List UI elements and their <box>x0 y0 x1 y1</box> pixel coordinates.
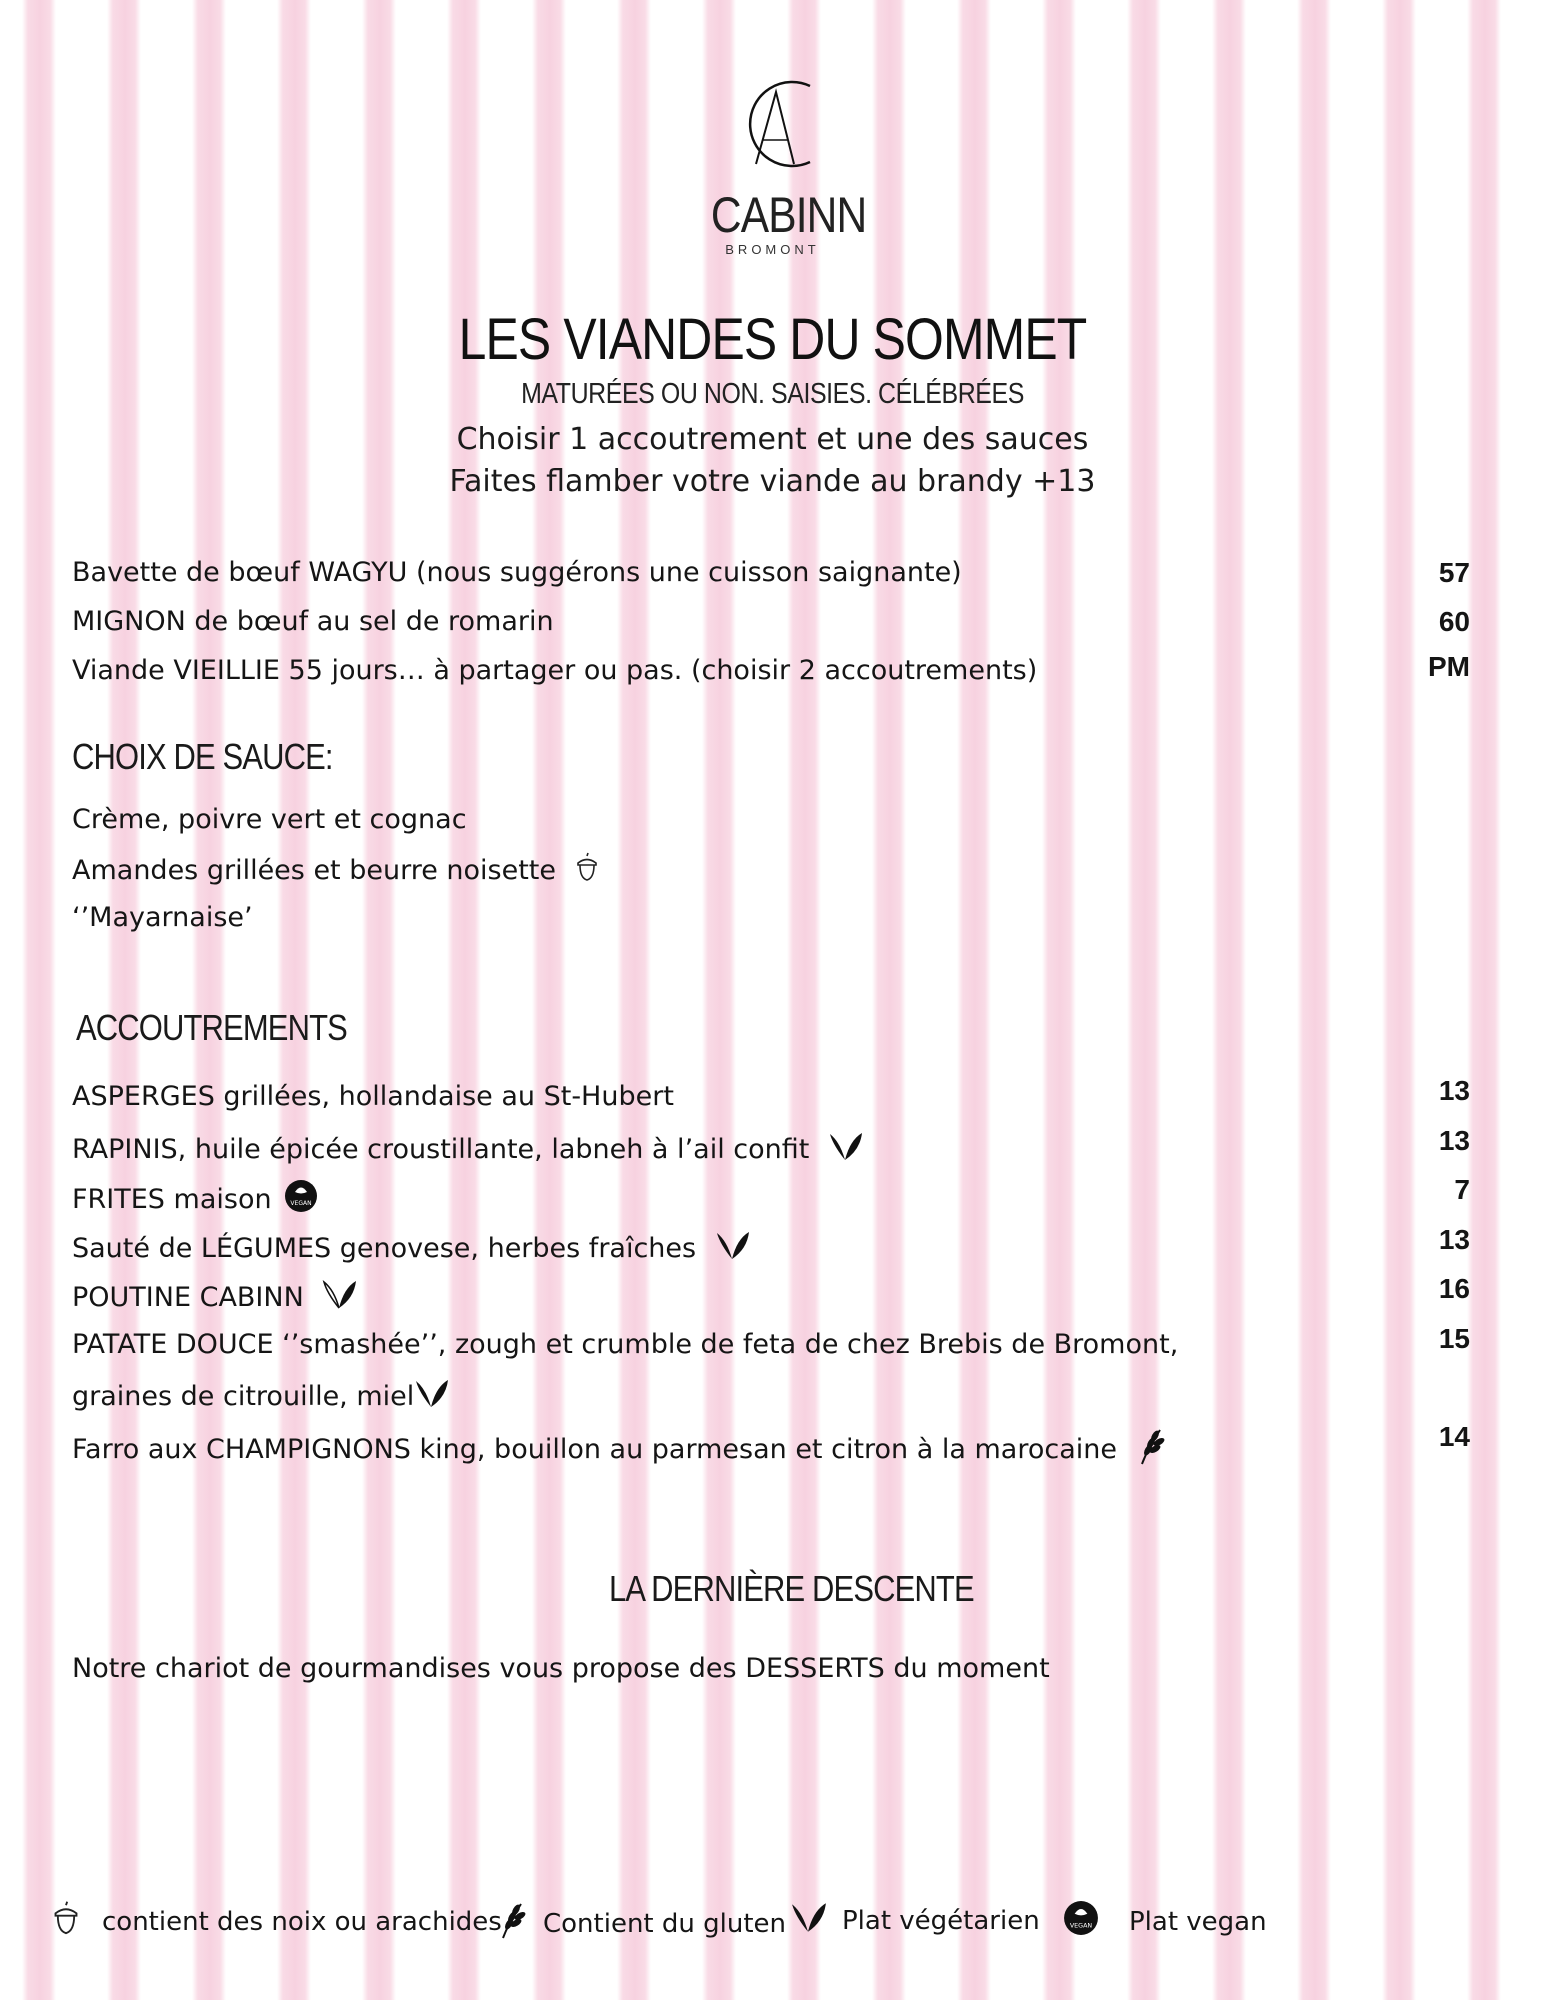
svg-text:VEGAN: VEGAN <box>1069 1922 1093 1930</box>
vegan-icon <box>1063 1900 1099 1943</box>
leaf-icon <box>828 1130 864 1171</box>
logo <box>700 64 867 294</box>
item-name: MIGNON de bœuf au sel de romarin <box>72 606 554 637</box>
item-name: Viande VIEILLIE 55 jours… à partager ou pas. (choisir 2 accoutrements) <box>72 655 1038 686</box>
side-item <box>72 1075 1470 1114</box>
side-item <box>72 1224 1470 1270</box>
menu-item <box>72 556 1470 590</box>
cabinn-monogram-icon <box>728 64 818 184</box>
item-price: 60 <box>1438 606 1470 637</box>
item-price: 13 <box>1438 1075 1470 1106</box>
legend-label: Plat vegan <box>1129 1906 1267 1937</box>
item-name-line2: graines de citrouille, miel <box>72 1381 415 1412</box>
sauce-name: Crème, poivre vert et cognac <box>72 804 467 835</box>
side-item <box>72 1273 1470 1319</box>
leaf-icon <box>715 1229 751 1270</box>
item-price: 57 <box>1438 557 1470 588</box>
legend <box>0 1900 1545 1950</box>
side-item <box>72 1323 1470 1362</box>
svg-text:VEGAN: VEGAN <box>290 1200 312 1207</box>
menu-item <box>72 651 1470 688</box>
side-item-continued <box>72 1377 1470 1418</box>
legend-item-vegan <box>1063 1900 1267 1943</box>
leaf-icon <box>414 1377 450 1418</box>
legend-item-gluten <box>497 1900 786 1947</box>
leaf-icon <box>322 1278 358 1319</box>
sauce-item <box>72 852 1470 891</box>
item-name: Sauté de LÉGUMES genovese, herbes fraîches <box>72 1233 697 1264</box>
side-item <box>72 1125 1470 1171</box>
page-subtitle: MATURÉES OU NON. SAISIES. CÉLÉBRÉES <box>521 378 1024 410</box>
wheat-icon <box>1136 1426 1166 1475</box>
sauce-name: Amandes grillées et beurre noisette <box>72 855 557 886</box>
acorn-icon <box>575 852 599 891</box>
sauce-item <box>72 901 1470 935</box>
instruction-line-1: Choisir 1 accoutrement et une des sauces <box>456 422 1089 457</box>
item-name: FRITES maison <box>72 1184 272 1215</box>
dessert-text <box>72 1652 1470 1686</box>
item-name: Bavette de bœuf WAGYU (nous suggérons une cuisson saignante) <box>72 557 962 588</box>
brand-name: CABINN <box>710 187 867 243</box>
side-item <box>72 1421 1470 1475</box>
section-title-dessert: LA DERNIÈRE DESCENTE <box>609 1568 974 1609</box>
side-item <box>72 1174 1470 1222</box>
section-title-sauces: CHOIX DE SAUCE: <box>72 736 333 777</box>
item-price: 16 <box>1438 1273 1470 1304</box>
item-name: ASPERGES grillées, hollandaise au St-Hubert <box>72 1081 674 1112</box>
legend-label: contient des noix ou arachides <box>102 1906 502 1937</box>
dessert-description: Notre chariot de gourmandises vous propose des DESSERTS du moment <box>72 1653 1050 1684</box>
menu-item <box>72 605 1470 639</box>
wheat-icon <box>497 1900 527 1947</box>
item-name: RAPINIS, huile épicée croustillante, labneh à l’ail confit <box>72 1134 810 1165</box>
legend-label: Contient du gluten <box>543 1908 787 1939</box>
item-name: POUTINE CABINN <box>72 1282 304 1313</box>
item-name: PATATE DOUCE ‘’smashée’’, zough et crumble de feta de chez Brebis de Bromont, <box>72 1329 1179 1360</box>
legend-label: Plat végétarien <box>842 1905 1040 1936</box>
legend-item-vegetarian <box>790 1900 1040 1941</box>
section-title-accoutrements: ACCOUTREMENTS <box>76 1007 347 1048</box>
leaf-icon <box>790 1900 828 1941</box>
item-name: Farro aux CHAMPIGNONS king, bouillon au parmesan et citron à la marocaine <box>72 1434 1117 1465</box>
sauce-item <box>72 803 1470 837</box>
page-title: LES VIANDES DU SOMMET <box>458 307 1087 372</box>
acorn-icon <box>52 1900 80 1943</box>
legend-item-nuts <box>52 1900 502 1943</box>
item-price: PM <box>1428 651 1470 682</box>
item-price: 13 <box>1438 1224 1470 1255</box>
item-price: 13 <box>1438 1125 1470 1156</box>
instruction-line-2: Faites flamber votre viande au brandy +13 <box>449 464 1096 499</box>
item-price: 15 <box>1438 1323 1470 1354</box>
item-price: 14 <box>1438 1421 1470 1452</box>
vegan-icon <box>284 1179 318 1222</box>
brand-location: BROMONT <box>725 242 820 257</box>
item-price: 7 <box>1454 1174 1470 1205</box>
sauce-name: ‘’Mayarnaise’ <box>72 902 253 933</box>
